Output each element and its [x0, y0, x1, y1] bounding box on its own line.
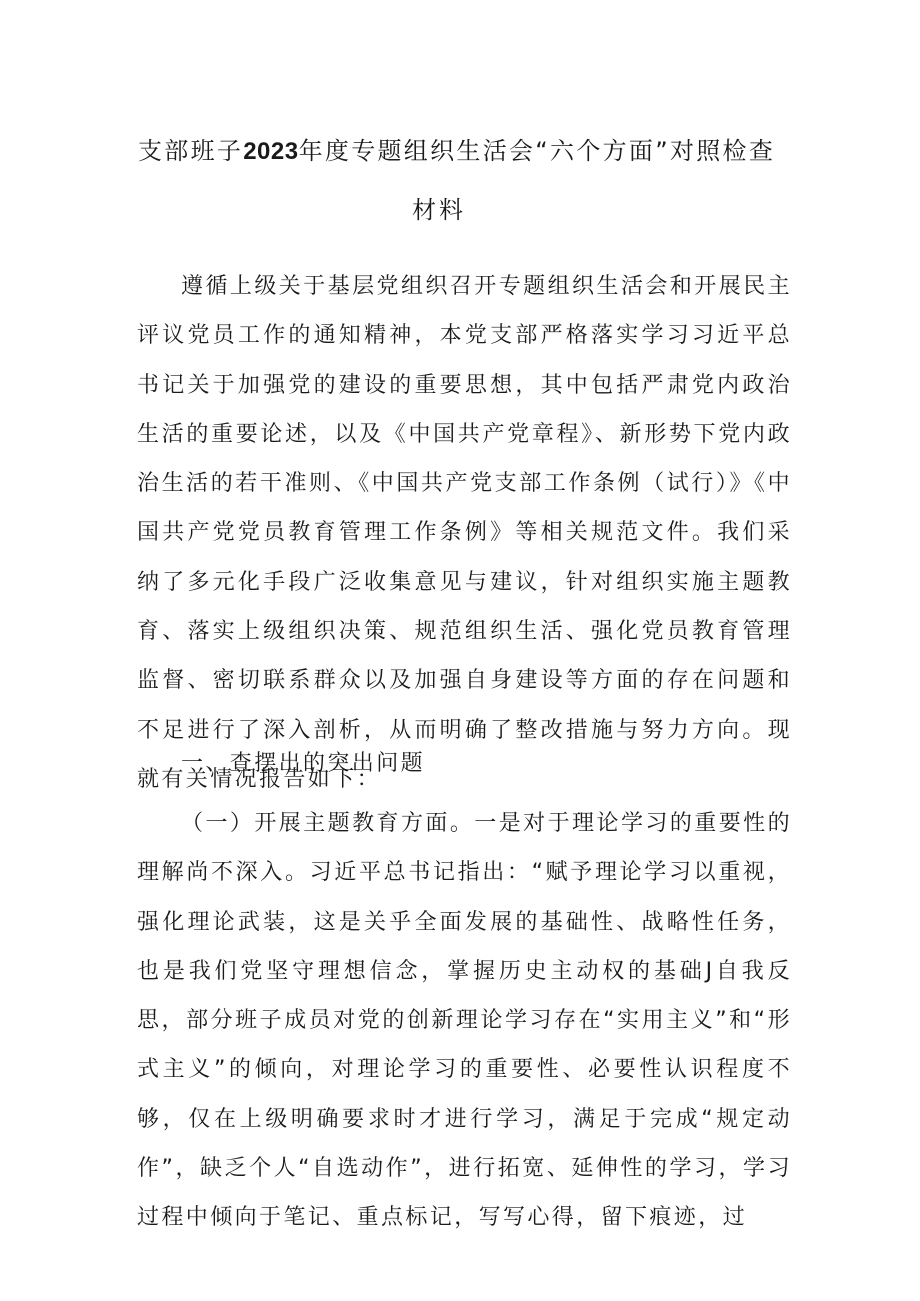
document-title-line-1 [138, 134, 775, 169]
title-year: 2023 [243, 138, 299, 165]
intro-paragraph: 遵循上级关于基层党组织召开专题组织生活会和开展民主评议党员工作的通知精神，本党支部严格落实学习习近平总书记关于加强党的建设的重要思想，其中包括严肃党内政治生活的重要论述，以及《中国共产党章程》、新形势下党内政治生活的若干准则、《中国共产党支部工作条例（试行）》《中国共产党党员教育管理工作条例》等相关规范文件。我们采纳了多元化手段广泛收集意见与建议，针对组织实施主题教育、落实上级组织决策、规范组织生活、强化党员教育管理监督、密切联系群众以及加强自身建设等方面的存在问题和不足进行了深入剖析，从而明确了整改措施与努力方向。现就有关情况报告如下： [137, 274, 792, 792]
title-suffix: 年度专题组织生活会“六个方面”对照检查 [298, 137, 776, 165]
subsection-paragraph: （一）开展主题教育方面。一是对于理论学习的重要性的理解尚不深入。习近平总书记指出：“赋予理论学习以重视，强化理论武装，这是关乎全面发展的基础性、战略性任务，也是我们党坚守理想信念，掌握历史主动权的基础J自我反思，部分班子成员对党的创新理论学习存在“实用主义”和“形式主义”的倾向，对理论学习的重要性、必要性认识程度不够，仅在上级明确要求时才进行学习，满足于完成“规定动作”，缺乏个人“自选动作”，进行拓宽、延伸性的学习，学习过程中倾向于笔记、重点标记，写写心得，留下痕迹，过 [137, 811, 792, 1231]
document-title-line-2: 材料 [412, 196, 466, 224]
section-heading: 一、查摆出的突出问题 [181, 751, 426, 776]
title-prefix: 支部班子 [138, 137, 244, 165]
